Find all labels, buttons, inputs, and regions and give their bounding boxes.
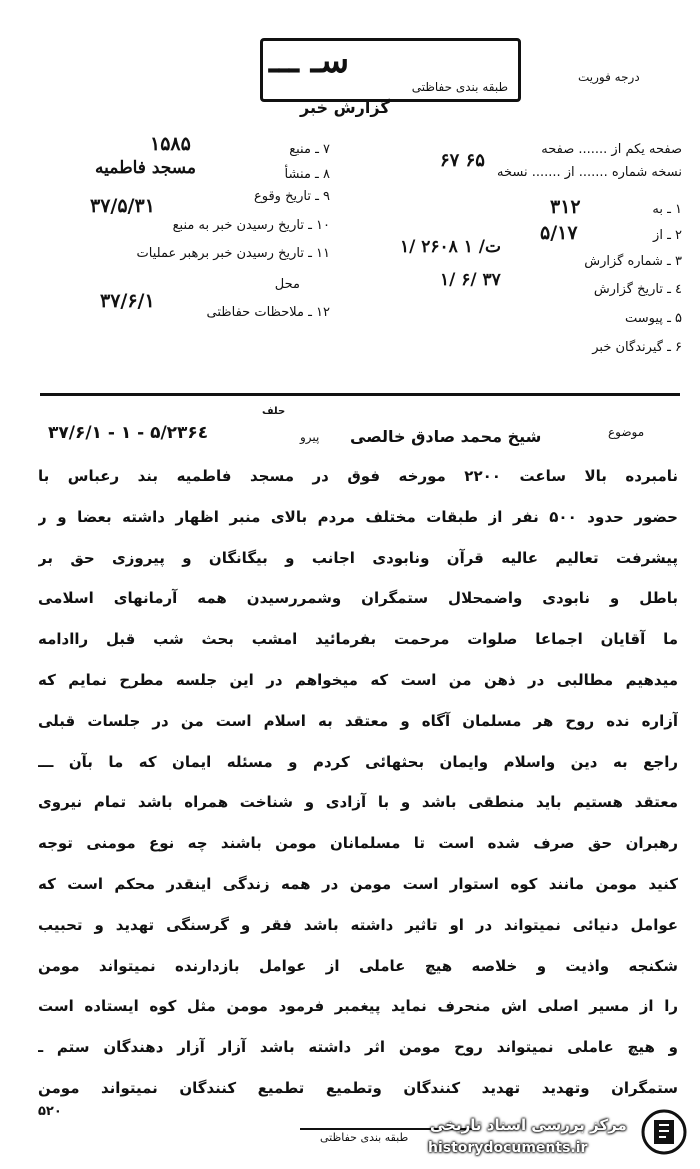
- field-page-label: صفحه یکم از ....... صفحه: [541, 142, 682, 157]
- field-received-by-source-label: ۱۰ ـ تاریخ رسیدن خبر به منبع: [172, 218, 330, 233]
- field-report-date-label: ٤ ـ تاریخ گزارش: [593, 282, 682, 297]
- body-line: راجع به دین واسلام وایمان بحثهائی کردم و مسئله ایمان که ما بآن ـــ: [38, 752, 678, 771]
- field-report-number-value: ۱/ ۲۶۰۸ ت/ ۱: [400, 237, 501, 257]
- field-from-label: ۲ ـ از: [653, 228, 682, 243]
- field-recipients-label: ۶ ـ گیرندگان خبر: [592, 340, 682, 355]
- field-origin-label: ۸ ـ منشأ: [284, 167, 330, 182]
- body-line: باطل و نابودی واضمحلال ستمگران وشمررسیدن همه آرمانهای اسلامی: [38, 589, 678, 608]
- body-line: ستمگران وتهدید تهدید کنندگان وتطمیع تطمیع کنندگان نمیتواند مومن: [38, 1078, 678, 1097]
- reference-label: پیرو: [300, 430, 320, 444]
- priority-label: درجه فوریت: [578, 70, 640, 84]
- footer-classification: طبقه بندی حفاظتی: [320, 1131, 409, 1144]
- field-copy-label: نسخه شماره ....... از ....... نسخه: [496, 165, 682, 180]
- stamp-classification-label: طبقه بندی حفاظتی: [411, 80, 508, 94]
- watermark-url: historydocuments.ir: [428, 1140, 588, 1156]
- subject-label: موضوع: [608, 425, 645, 439]
- field-received-by-leader-label: ۱۱ ـ تاریخ رسیدن خبر برهبر عملیات: [136, 246, 330, 261]
- body-line: کنید مومن مانند کوه استوار است مومن در همه زندگی اینقدر محکم است که: [38, 874, 678, 893]
- field-from-value: ۵/۱۷: [540, 222, 578, 244]
- body-line: و هیچ عاملی نمیتواند روح مومن اثر داشته باشد آزار آزار دهندگان ستم ـ: [38, 1038, 678, 1057]
- field-origin-value: مسجد فاطمیه: [95, 158, 196, 178]
- document-type-title: گزارش خبر: [300, 98, 390, 117]
- field-to-value: ۳۱۲: [550, 196, 581, 218]
- reference-mark: حلف: [262, 406, 286, 417]
- field-source-value: ۱۵۸۵: [150, 133, 191, 155]
- field-report-number-label: ۳ ـ شماره گزارش: [584, 254, 682, 269]
- report-body: [38, 456, 678, 1109]
- body-line: را از مسیر اصلی اش منحرف نماید پیغمبر فرمود مومن مثل کوه ایستاده است: [38, 997, 678, 1016]
- field-location-label: محل: [274, 277, 300, 292]
- body-line: عوامل دنیائی نمیتواند در او تاثیر داشته باشد فقر و گرسنگی تهدید و تحبیب: [38, 915, 678, 934]
- classification-stamp: [260, 38, 521, 102]
- body-line: شکنجه واذیت و خلاصه هیچ عاملی از عوامل بازدارنده نمیتواند مومن: [38, 956, 678, 975]
- field-occurrence-date-value: ۳۷/۵/۳۱: [90, 195, 155, 217]
- body-line: ما آقایان اجماعا صلوات مرحمت بفرمائید امشب بحث شب قبل راادامه: [38, 630, 678, 649]
- body-line: نامبرده بالا ساعت ۲۲۰۰ مورخه فوق در مسجد فاطمیه بند رعباس با: [38, 467, 678, 485]
- body-line: میدهیم مطالبی در ذهن من است که میخواهم در این جلسه مطرح نمایم که: [38, 670, 678, 689]
- field-source-label: ۷ ـ منبع: [289, 142, 330, 157]
- field-copy-value: ۶۷ ۶۵: [440, 150, 485, 171]
- body-line: آزاره نده روح هر مسلمان آگاه و معتقد به اسلام است من در جلسات قبلی: [38, 711, 678, 730]
- archive-logo-icon: [640, 1108, 688, 1156]
- field-report-date-value: ۱/ ۶/ ۳۷: [440, 270, 501, 290]
- page-number: ۵۲۰: [38, 1104, 62, 1119]
- subject-value: شیخ محمد صادق خالصی: [350, 427, 542, 446]
- field-occurrence-date-label: ۹ ـ تاریخ وقوع: [253, 189, 330, 204]
- watermark-title: مرکز بررسی اسناد تاریخی: [430, 1116, 627, 1134]
- field-security-notes-label: ۱۲ ـ ملاحظات حفاظتی: [206, 305, 330, 320]
- section-divider: [40, 393, 680, 396]
- field-location-value: ۳۷/۶/۱: [100, 290, 155, 312]
- body-line: رهبران حق صرف شده است تا مسلمانان مومن باشند چه نوع مومنی توجه: [38, 834, 678, 853]
- body-line: پیشرفت تعالیم عالیه قرآن ونابودی اجانب و بیگانگان و پیروزی حق بر: [38, 548, 678, 567]
- field-to-label: ۱ ـ به: [652, 202, 682, 217]
- field-attachment-label: ۵ ـ پیوست: [625, 311, 682, 326]
- body-line: حضور حدود ۵۰۰ نفر از طبقات مختلف مردم بالای منبر اظهار داشته بعضا و ر: [38, 507, 678, 526]
- reference-value: ۳۷/۶/۱ - ۱ - ۵/۲۳۶٤: [48, 423, 209, 443]
- stamp-scrawl: سـ ـــ: [269, 41, 350, 81]
- body-line: معتقد هستیم باید منطقی باشد و با آزادی و شناخت همراه باشد تمام نیروی: [38, 793, 678, 812]
